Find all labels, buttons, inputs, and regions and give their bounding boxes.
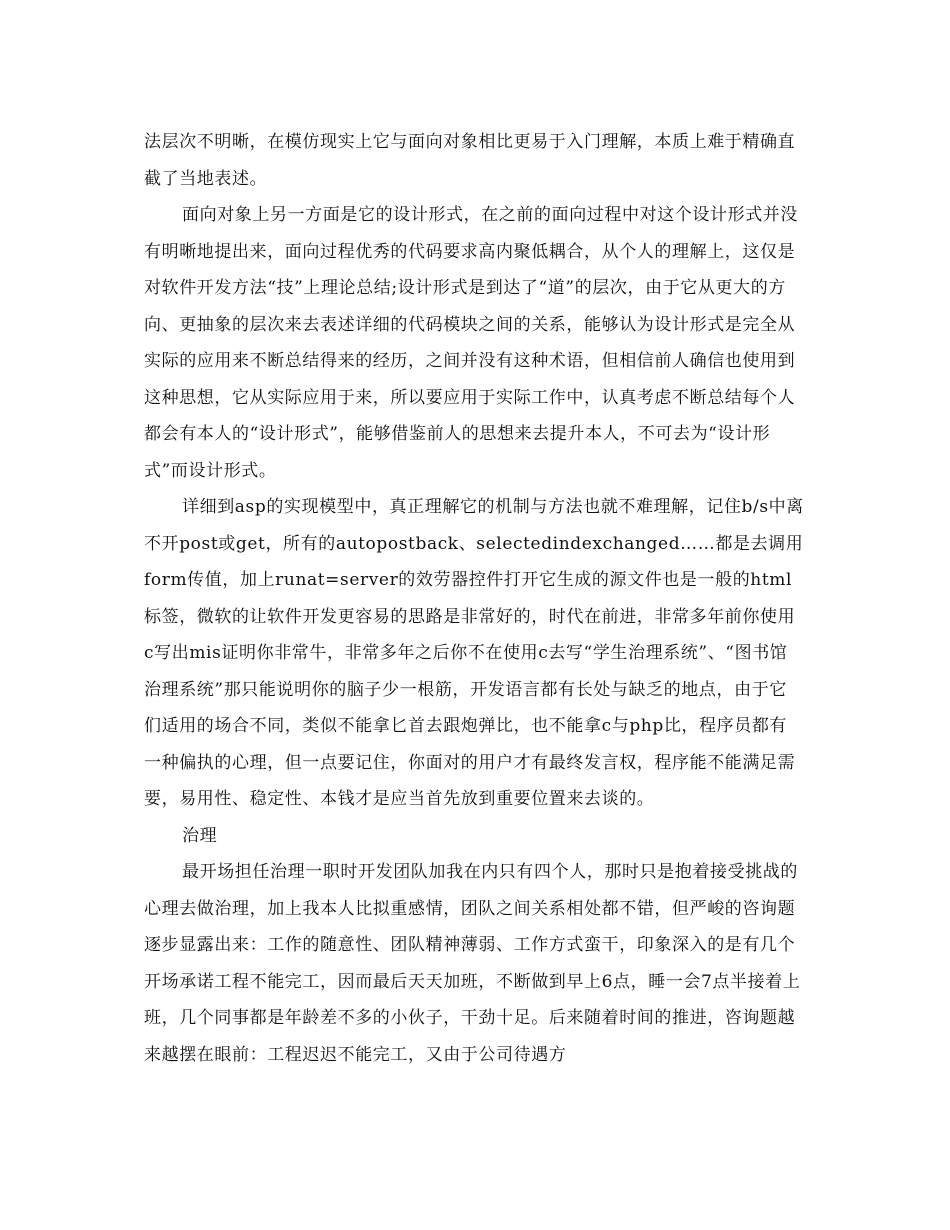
document-body	[144, 124, 804, 1073]
paragraph-continuation: 法层次不明晰，在模仿现实上它与面向对象相比更易于入门理解，本质上难于精确直截了当地表述。	[144, 132, 796, 189]
paragraph-design-patterns: 面向对象上另一方面是它的设计形式，在之前的面向过程中对这个设计形式并没有明晰地提出来，面向过程优秀的代码要求高内聚低耦合，从个人的理解上，这仅是对软件开发方法“技”上理论总结;设计形式是到达了“道”的层次，由于它从更大的方向、更抽象的层次来去表述详细的代码模块之间的关系，能够认为设计形式是完全从实际的应用来不断总结得来的经历，之间并没有这种术语，但相信前人确信也使用到这种思想，它从实际应用于来，所以要应用于实际工作中，认真考虑不断总结每个人都会有本人的“设计形式”，能够借鉴前人的思想来去提升本人，不可去为“设计形式”而设计形式。	[144, 205, 798, 481]
paragraph-asp-model: 详细到asp的实现模型中，真正理解它的机制与方法也就不难理解，记住b/s中离不开post或get，所有的autopostback、selectedindexchanged……都是去调用form传值，加上runat=server的效劳器控件打开它生成的源文件也是一般的html标签，微软的让软件开发更容易的思路是非常好的，时代在前进，非常多年前你使用c写出mis证明你非常牛，非常多年之后你不在使用c去写“学生治理系统”、“图书馆治理系统”那只能说明你的脑子少一根筋，开发语言都有长处与缺乏的地点，由于它们适用的场合不同，类似不能拿匕首去跟炮弹比，也不能拿c与php比，程序员都有一种偏执的心理，但一点要记住，你面对的用户才有最终发言权，程序能不能满足需要，易用性、稳定性、本钱才是应当首先放到重要位置来去谈的。	[144, 497, 804, 809]
paragraph-management: 最开场担任治理一职时开发团队加我在内只有四个人，那时只是抱着接受挑战的心理去做治理，加上我本人比拟重感情，团队之间关系相处都不错，但严峻的咨询题逐步显露出来：工作的随意性、团队精神薄弱、工作方式蛮干，印象深入的是有几个开场承诺工程不能完工，因而最后天天加班，不断做到早上6点，睡一会7点半接着上班，几个同事都是年龄差不多的小伙子，干劲十足。后来随着时间的推进，咨询题越来越摆在眼前：工程迟迟不能完工，又由于公司待遇方	[144, 862, 801, 1065]
section-heading-management: 治理	[182, 825, 218, 846]
